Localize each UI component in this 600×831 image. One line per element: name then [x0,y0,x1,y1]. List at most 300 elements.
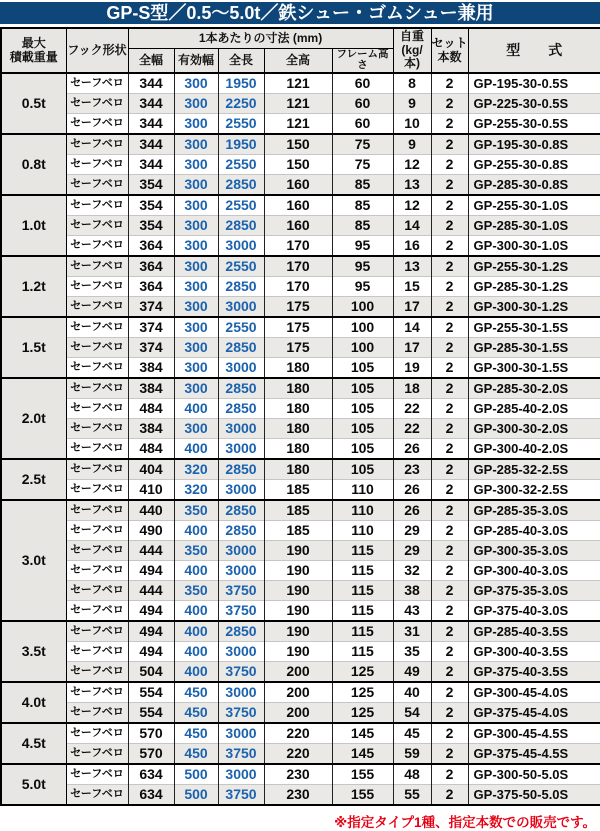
cell-weight: 40 [393,682,431,703]
cell-hook-shape: セーフベロ [66,541,128,561]
cell-model: GP-300-30-1.0S [468,236,600,257]
cell-overall-width: 634 [128,764,174,785]
cell-weight: 38 [393,581,431,601]
title-bar [0,2,600,24]
cell-overall-width: 374 [128,297,174,318]
table-row [1,317,600,338]
cell-overall-width: 554 [128,682,174,703]
cell-hook-shape: セーフベロ [66,358,128,379]
table-row [1,500,600,521]
col-header-overall-width: 全幅 [128,48,174,73]
cell-model: GP-255-30-1.0S [468,195,600,216]
cell-frame-height: 105 [332,459,393,480]
cell-effective-width: 300 [174,94,218,114]
cell-effective-width: 350 [174,581,218,601]
cell-effective-width: 400 [174,561,218,581]
cell-model: GP-285-40-3.0S [468,521,600,541]
cell-overall-length: 2850 [218,500,264,521]
table-row [1,642,600,662]
table-row [1,744,600,765]
cell-weight: 13 [393,175,431,196]
cell-frame-height: 85 [332,216,393,236]
cell-model: GP-300-35-3.0S [468,541,600,561]
cell-overall-width: 374 [128,338,174,358]
cell-set-count: 2 [431,155,468,175]
cell-model: GP-375-45-4.0S [468,703,600,724]
cell-overall-height: 150 [264,155,332,175]
table-row [1,216,600,236]
cell-overall-width: 490 [128,521,174,541]
cell-frame-height: 105 [332,378,393,399]
cell-frame-height: 85 [332,175,393,196]
cell-hook-shape: セーフベロ [66,114,128,135]
cell-set-count: 2 [431,785,468,806]
cell-overall-height: 121 [264,114,332,135]
cell-model: GP-285-35-3.0S [468,500,600,521]
cell-model: GP-285-30-2.0S [468,378,600,399]
table-row [1,459,600,480]
cell-overall-width: 570 [128,744,174,765]
load-group-label: 1.0t [1,195,66,256]
cell-effective-width: 300 [174,114,218,135]
cell-set-count: 2 [431,703,468,724]
cell-frame-height: 115 [332,561,393,581]
cell-overall-length: 3000 [218,764,264,785]
cell-frame-height: 100 [332,297,393,318]
load-group-label: 0.5t [1,73,66,134]
cell-overall-length: 3000 [218,236,264,257]
cell-effective-width: 300 [174,195,218,216]
load-group-label: 2.5t [1,459,66,500]
cell-overall-length: 3750 [218,581,264,601]
cell-model: GP-375-40-3.0S [468,601,600,622]
cell-overall-length: 3000 [218,642,264,662]
table-row [1,723,600,744]
cell-effective-width: 450 [174,723,218,744]
cell-weight: 29 [393,521,431,541]
cell-frame-height: 75 [332,155,393,175]
cell-overall-width: 494 [128,642,174,662]
table-row [1,480,600,501]
cell-overall-length: 2850 [218,399,264,419]
load-group-label: 3.0t [1,500,66,621]
cell-overall-width: 354 [128,195,174,216]
cell-model: GP-255-30-1.5S [468,317,600,338]
cell-hook-shape: セーフベロ [66,642,128,662]
cell-model: GP-285-30-1.5S [468,338,600,358]
cell-overall-height: 220 [264,744,332,765]
table-row [1,277,600,297]
cell-overall-width: 384 [128,358,174,379]
cell-overall-width: 440 [128,500,174,521]
cell-weight: 10 [393,114,431,135]
cell-frame-height: 110 [332,521,393,541]
cell-overall-height: 190 [264,581,332,601]
cell-overall-length: 3000 [218,439,264,460]
set-count-line2: 本数 [437,49,462,64]
table-row [1,764,600,785]
cell-effective-width: 300 [174,73,218,94]
cell-set-count: 2 [431,297,468,318]
cell-frame-height: 145 [332,744,393,765]
cell-set-count: 2 [431,621,468,642]
cell-weight: 45 [393,723,431,744]
cell-weight: 12 [393,155,431,175]
table-row [1,581,600,601]
cell-model: GP-195-30-0.8S [468,134,600,155]
cell-effective-width: 500 [174,764,218,785]
cell-set-count: 2 [431,175,468,196]
cell-frame-height: 115 [332,541,393,561]
col-header-max-load [1,28,66,73]
cell-overall-height: 190 [264,642,332,662]
table-row [1,338,600,358]
cell-overall-width: 364 [128,256,174,277]
table-row [1,662,600,683]
cell-set-count: 2 [431,236,468,257]
cell-hook-shape: セーフベロ [66,439,128,460]
cell-overall-width: 384 [128,419,174,439]
cell-overall-length: 2850 [218,521,264,541]
cell-overall-height: 230 [264,785,332,806]
cell-frame-height: 95 [332,256,393,277]
cell-overall-width: 570 [128,723,174,744]
cell-effective-width: 500 [174,785,218,806]
cell-frame-height: 60 [332,73,393,94]
cell-overall-width: 374 [128,317,174,338]
cell-frame-height: 110 [332,480,393,501]
cell-overall-width: 364 [128,277,174,297]
cell-effective-width: 450 [174,682,218,703]
cell-weight: 26 [393,439,431,460]
cell-model: GP-300-40-3.5S [468,642,600,662]
cell-overall-height: 121 [264,73,332,94]
table-row [1,175,600,196]
cell-frame-height: 105 [332,439,393,460]
cell-model: GP-285-30-1.0S [468,216,600,236]
cell-overall-length: 2550 [218,195,264,216]
table-row [1,73,600,94]
cell-effective-width: 300 [174,358,218,379]
cell-overall-width: 344 [128,155,174,175]
cell-hook-shape: セーフベロ [66,338,128,358]
cell-overall-length: 3750 [218,785,264,806]
cell-weight: 55 [393,785,431,806]
cell-overall-height: 170 [264,277,332,297]
cell-overall-width: 344 [128,94,174,114]
cell-overall-width: 484 [128,399,174,419]
cell-weight: 22 [393,399,431,419]
cell-hook-shape: セーフベロ [66,764,128,785]
cell-set-count: 2 [431,419,468,439]
cell-overall-length: 1950 [218,134,264,155]
cell-overall-length: 3750 [218,744,264,765]
cell-overall-length: 3000 [218,358,264,379]
cell-weight: 19 [393,358,431,379]
cell-effective-width: 300 [174,155,218,175]
cell-weight: 12 [393,195,431,216]
load-group-label: 2.0t [1,378,66,459]
load-group-label: 0.8t [1,134,66,195]
cell-weight: 9 [393,94,431,114]
cell-model: GP-255-30-1.2S [468,256,600,277]
cell-hook-shape: セーフベロ [66,459,128,480]
spec-table-body [1,73,600,805]
cell-weight: 29 [393,541,431,561]
cell-weight: 59 [393,744,431,765]
cell-overall-height: 180 [264,419,332,439]
cell-weight: 13 [393,256,431,277]
cell-overall-width: 444 [128,541,174,561]
cell-hook-shape: セーフベロ [66,682,128,703]
cell-frame-height: 155 [332,764,393,785]
load-group-label: 1.2t [1,256,66,317]
table-row [1,541,600,561]
cell-weight: 43 [393,601,431,622]
cell-frame-height: 115 [332,642,393,662]
cell-effective-width: 300 [174,338,218,358]
cell-weight: 23 [393,459,431,480]
col-header-overall-height: 全高 [264,48,332,73]
cell-set-count: 2 [431,338,468,358]
cell-effective-width: 400 [174,601,218,622]
cell-frame-height: 95 [332,277,393,297]
cell-overall-height: 180 [264,459,332,480]
cell-hook-shape: セーフベロ [66,621,128,642]
cell-overall-length: 2850 [218,216,264,236]
cell-weight: 54 [393,703,431,724]
cell-model: GP-300-30-2.0S [468,419,600,439]
cell-model: GP-300-40-3.0S [468,561,600,581]
cell-set-count: 2 [431,662,468,683]
cell-hook-shape: セーフベロ [66,785,128,806]
cell-overall-length: 3000 [218,682,264,703]
cell-overall-height: 170 [264,236,332,257]
cell-frame-height: 100 [332,317,393,338]
cell-overall-height: 220 [264,723,332,744]
cell-overall-height: 160 [264,195,332,216]
cell-hook-shape: セーフベロ [66,723,128,744]
cell-hook-shape: セーフベロ [66,134,128,155]
cell-overall-width: 344 [128,114,174,135]
cell-model: GP-255-30-0.5S [468,114,600,135]
max-load-line2: 積載重量 [9,49,58,64]
table-row [1,134,600,155]
cell-overall-length: 2850 [218,175,264,196]
cell-weight: 15 [393,277,431,297]
cell-hook-shape: セーフベロ [66,216,128,236]
table-row [1,297,600,318]
cell-set-count: 2 [431,134,468,155]
cell-model: GP-300-30-1.5S [468,358,600,379]
table-row [1,256,600,277]
table-row [1,561,600,581]
cell-hook-shape: セーフベロ [66,175,128,196]
cell-overall-height: 180 [264,358,332,379]
cell-set-count: 2 [431,114,468,135]
cell-overall-height: 175 [264,317,332,338]
col-header-effective-width: 有効幅 [174,48,218,73]
cell-model: GP-375-35-3.0S [468,581,600,601]
cell-effective-width: 320 [174,480,218,501]
cell-hook-shape: セーフベロ [66,744,128,765]
cell-frame-height: 60 [332,114,393,135]
cell-hook-shape: セーフベロ [66,195,128,216]
cell-overall-length: 3000 [218,480,264,501]
cell-weight: 26 [393,480,431,501]
cell-effective-width: 300 [174,297,218,318]
cell-overall-width: 484 [128,439,174,460]
cell-set-count: 2 [431,256,468,277]
cell-set-count: 2 [431,581,468,601]
cell-overall-length: 3000 [218,723,264,744]
cell-hook-shape: セーフベロ [66,521,128,541]
col-header-weight [393,28,431,73]
cell-set-count: 2 [431,500,468,521]
table-row [1,358,600,379]
cell-effective-width: 400 [174,521,218,541]
cell-overall-width: 410 [128,480,174,501]
cell-set-count: 2 [431,94,468,114]
cell-model: GP-375-50-5.0S [468,785,600,806]
col-header-dimensions-group: 1本あたりの寸法 (mm) [128,28,393,48]
cell-set-count: 2 [431,439,468,460]
cell-overall-height: 160 [264,175,332,196]
cell-hook-shape: セーフベロ [66,480,128,501]
cell-frame-height: 60 [332,94,393,114]
cell-overall-length: 2850 [218,338,264,358]
cell-frame-height: 115 [332,601,393,622]
table-row [1,601,600,622]
cell-hook-shape: セーフベロ [66,500,128,521]
cell-overall-width: 494 [128,561,174,581]
cell-overall-length: 2850 [218,277,264,297]
cell-frame-height: 125 [332,682,393,703]
cell-overall-height: 180 [264,439,332,460]
cell-weight: 9 [393,134,431,155]
cell-frame-height: 105 [332,358,393,379]
cell-overall-length: 2550 [218,317,264,338]
cell-frame-height: 155 [332,785,393,806]
cell-model: GP-285-40-2.0S [468,399,600,419]
cell-hook-shape: セーフベロ [66,581,128,601]
cell-weight: 16 [393,236,431,257]
cell-frame-height: 125 [332,703,393,724]
cell-model: GP-375-40-3.5S [468,662,600,683]
page-title: GP-S型／0.5～5.0t／鉄シュー・ゴムシュー兼用 [106,3,494,23]
set-count-line1: セット [431,36,468,51]
cell-overall-length: 2850 [218,459,264,480]
cell-effective-width: 300 [174,236,218,257]
cell-overall-width: 444 [128,581,174,601]
cell-model: GP-300-45-4.5S [468,723,600,744]
cell-weight: 35 [393,642,431,662]
col-header-model: 型 式 [468,28,600,73]
cell-model: GP-195-30-0.5S [468,73,600,94]
cell-overall-width: 494 [128,601,174,622]
table-header [1,28,600,73]
cell-weight: 14 [393,317,431,338]
cell-hook-shape: セーフベロ [66,73,128,94]
table-row [1,703,600,724]
cell-effective-width: 300 [174,317,218,338]
cell-overall-length: 3000 [218,419,264,439]
cell-frame-height: 115 [332,621,393,642]
cell-effective-width: 300 [174,277,218,297]
cell-overall-width: 494 [128,621,174,642]
cell-weight: 17 [393,297,431,318]
cell-hook-shape: セーフベロ [66,297,128,318]
cell-overall-height: 190 [264,601,332,622]
table-row [1,195,600,216]
cell-set-count: 2 [431,764,468,785]
cell-weight: 22 [393,419,431,439]
table-row [1,785,600,806]
table-row [1,94,600,114]
cell-hook-shape: セーフベロ [66,703,128,724]
cell-effective-width: 450 [174,703,218,724]
cell-weight: 18 [393,378,431,399]
cell-model: GP-285-30-0.8S [468,175,600,196]
cell-overall-width: 344 [128,73,174,94]
cell-set-count: 2 [431,480,468,501]
table-row [1,155,600,175]
cell-set-count: 2 [431,521,468,541]
cell-overall-height: 185 [264,500,332,521]
col-header-set-count [431,28,468,73]
table-row [1,378,600,399]
cell-set-count: 2 [431,723,468,744]
cell-effective-width: 300 [174,378,218,399]
cell-overall-length: 2850 [218,378,264,399]
cell-effective-width: 300 [174,419,218,439]
cell-overall-length: 2550 [218,114,264,135]
cell-overall-length: 2550 [218,155,264,175]
cell-set-count: 2 [431,642,468,662]
cell-overall-height: 175 [264,338,332,358]
cell-set-count: 2 [431,378,468,399]
cell-overall-length: 2250 [218,94,264,114]
cell-overall-length: 3750 [218,662,264,683]
cell-overall-height: 150 [264,134,332,155]
cell-overall-length: 3750 [218,703,264,724]
cell-model: GP-300-50-5.0S [468,764,600,785]
load-group-label: 1.5t [1,317,66,378]
cell-overall-height: 175 [264,297,332,318]
table-row [1,236,600,257]
cell-model: GP-255-30-0.8S [468,155,600,175]
cell-effective-width: 400 [174,662,218,683]
cell-overall-length: 2850 [218,621,264,642]
table-row [1,621,600,642]
cell-effective-width: 300 [174,134,218,155]
cell-overall-height: 200 [264,703,332,724]
weight-line1: 自重 [400,29,425,44]
cell-weight: 26 [393,500,431,521]
cell-overall-height: 160 [264,216,332,236]
cell-model: GP-300-40-2.0S [468,439,600,460]
cell-set-count: 2 [431,195,468,216]
cell-frame-height: 75 [332,134,393,155]
max-load-line1: 最大 [21,36,46,51]
table-row [1,521,600,541]
cell-overall-height: 180 [264,399,332,419]
cell-effective-width: 300 [174,175,218,196]
col-header-hook-shape: フック形状 [66,28,128,73]
cell-overall-width: 354 [128,216,174,236]
cell-set-count: 2 [431,541,468,561]
col-header-overall-length: 全長 [218,48,264,73]
